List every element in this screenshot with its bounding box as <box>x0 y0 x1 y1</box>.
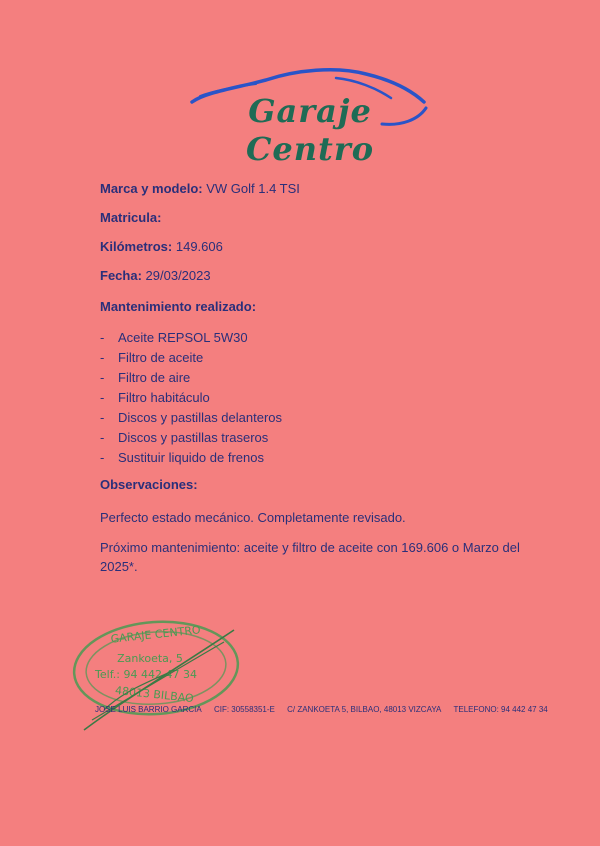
company-stamp <box>64 610 244 740</box>
model-value: VW Golf 1.4 TSI <box>206 181 300 196</box>
footer-name: JOSE LUIS BARRIO GARCIA <box>95 705 202 714</box>
footer <box>95 705 558 714</box>
plate-field <box>100 210 161 225</box>
stamp-line-3: Telf.: 94 442 47 34 <box>95 668 197 681</box>
stamp-line-2: Zankoeta, 5 <box>117 652 183 665</box>
footer-address: C/ ZANKOETA 5, BILBAO, 48013 VIZCAYA <box>287 705 442 714</box>
observations-line-1: Perfecto estado mecánico. Completamente revisado. <box>100 510 406 525</box>
plate-label: Matricula: <box>100 210 162 225</box>
garage-logo <box>186 62 434 168</box>
list-item: - Discos y pastillas delanteros <box>100 410 283 425</box>
list-item: - Discos y pastillas traseros <box>100 430 269 445</box>
list-item: - Sustituir liquido de frenos <box>100 450 264 465</box>
km-label: Kilómetros: <box>100 239 173 254</box>
observations-line-2: Próximo mantenimiento: aceite y filtro de aceite con 169.606 o Marzo del 2025*. <box>100 540 520 574</box>
footer-phone: TELEFONO: 94 442 47 34 <box>453 705 548 714</box>
date-label: Fecha: <box>100 268 142 283</box>
footer-cif: CIF: 30558351-E <box>213 705 275 714</box>
km-value: 149.606 <box>175 239 223 254</box>
model-field <box>100 181 300 196</box>
logo-text: Garaje Centro <box>245 92 375 168</box>
stamp-line-4: 48013 BILBAO <box>114 683 195 706</box>
date-value: 29/03/2023 <box>145 268 211 283</box>
stamp-line-1: GARAJE CENTRO <box>110 623 202 646</box>
list-item: - Filtro de aceite <box>100 350 204 365</box>
maintenance-heading: Mantenimiento realizado: <box>100 299 257 314</box>
date-field <box>100 268 211 283</box>
list-item: - Aceite REPSOL 5W30 <box>100 330 248 345</box>
list-item: - Filtro de aire <box>100 370 191 385</box>
observations-heading: Observaciones: <box>100 477 198 492</box>
maintenance-list <box>100 328 282 468</box>
list-item: - Filtro habitáculo <box>100 390 210 405</box>
km-field <box>100 239 223 254</box>
model-label: Marca y modelo: <box>100 181 203 196</box>
